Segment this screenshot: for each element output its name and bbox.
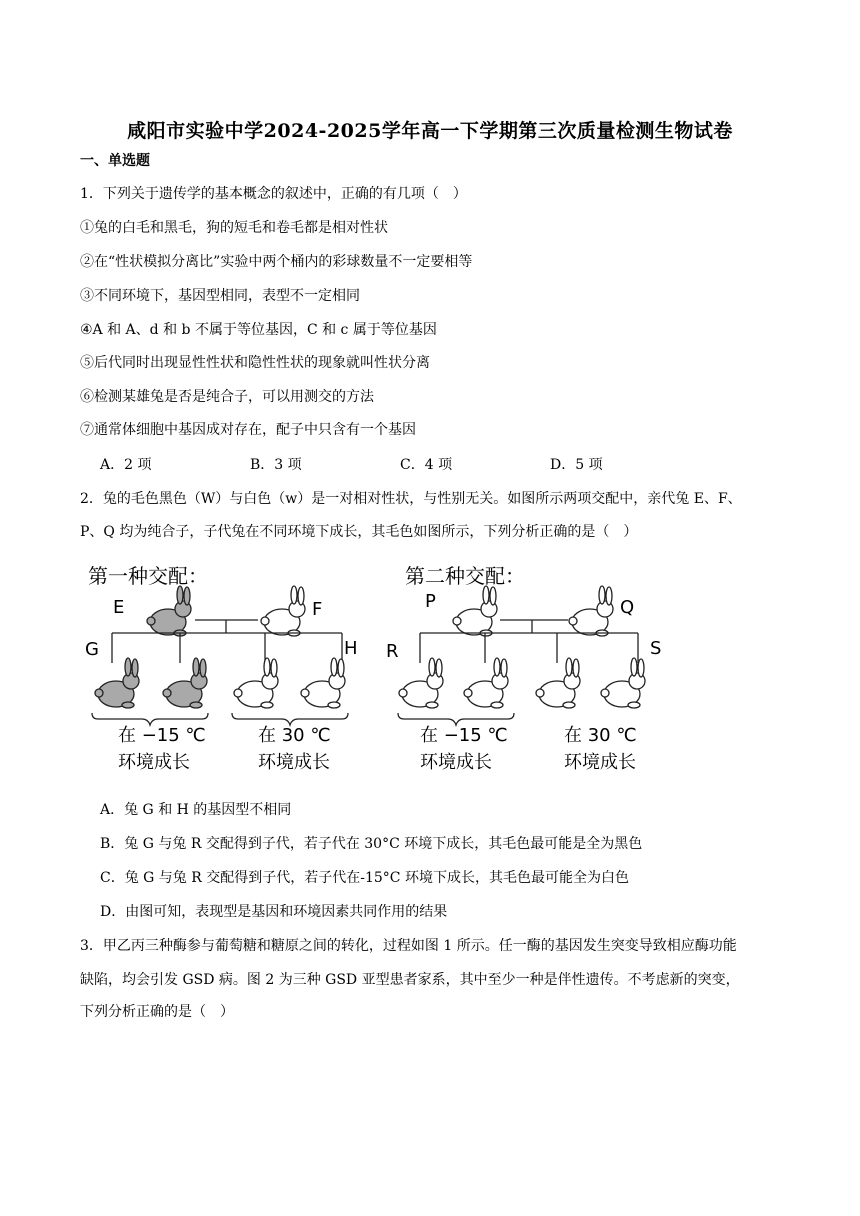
env-grow-4: 环境成长 [564, 752, 636, 773]
q2-option-d: D．由图可知，表现型是基因和环境因素共同作用的结果 [100, 904, 448, 920]
q1-item-2: ②在“性状模拟分离比”实验中两个桶内的彩球数量不一定要相等 [80, 254, 473, 270]
env-grow-3: 环境成长 [420, 752, 492, 773]
rabbit-cross-figure [80, 555, 660, 780]
offspring-r-1 [399, 658, 443, 708]
q1-options [100, 455, 603, 475]
offspring-g-2 [163, 658, 207, 708]
label-h: H [344, 638, 358, 659]
q2-stem-line2: P、Q 均为纯合子，子代兔在不同环境下成长，其毛色如图所示，下列分析正确的是（ ） [80, 524, 638, 540]
cross2-title: 第二种交配： [405, 564, 525, 588]
env-cold-1: 在 −15 ℃ [118, 725, 206, 746]
env-warm-1: 在 30 ℃ [258, 725, 331, 746]
q3-line2: 缺陷，均会引发 GSD 病。图 2 为三种 GSD 亚型患者家系，其中至少一种是伴性遗传。不考虑新的突变， [80, 972, 740, 988]
q1-option-c: C．4 项 [400, 457, 453, 473]
offspring-h-2 [301, 658, 345, 708]
offspring-s-2 [601, 658, 645, 708]
offspring-s-1 [536, 658, 580, 708]
q3-line3: 下列分析正确的是（ ） [80, 1004, 234, 1020]
label-r: R [386, 641, 399, 662]
q1-option-d: D．5 项 [550, 457, 603, 473]
q1-option-b: B．3 项 [250, 457, 302, 473]
q1-item-4: ④A 和 A、d 和 b 不属于等位基因，C 和 c 属于等位基因 [80, 322, 437, 338]
rabbit-q-white [569, 586, 613, 636]
rabbit-f-white [261, 586, 305, 636]
q1-item-1: ①兔的白毛和黑毛，狗的短毛和卷毛都是相对性状 [80, 220, 388, 236]
q1-item-7: ⑦通常体细胞中基因成对存在，配子中只含有一个基因 [80, 422, 416, 438]
q1-item-6: ⑥检测某雄兔是否是纯合子，可以用测交的方法 [80, 389, 374, 405]
q3-line1: 3．甲乙丙三种酶参与葡萄糖和糖原之间的转化，过程如图 1 所示。任一酶的基因发生突变导致相应酶功能 [80, 938, 737, 954]
brace-r [398, 713, 514, 725]
env-cold-2: 在 −15 ℃ [420, 725, 508, 746]
offspring-g-1 [95, 658, 139, 708]
section-heading: 一、单选题 [80, 153, 150, 169]
env-grow-1: 环境成长 [118, 752, 190, 773]
label-p: P [425, 591, 436, 612]
rabbit-e-dark [147, 586, 191, 636]
q1-stem: 1．下列关于遗传学的基本概念的叙述中，正确的有几项（ ） [80, 186, 467, 202]
q1-item-5: ⑤后代同时出现显性性状和隐性性状的现象就叫性状分离 [80, 355, 430, 371]
q1-option-a: A．2 项 [100, 457, 152, 473]
env-warm-2: 在 30 ℃ [564, 725, 637, 746]
brace-h [232, 713, 348, 725]
brace-g [92, 713, 208, 725]
rabbit-p-white [453, 586, 497, 636]
label-e: E [113, 597, 125, 618]
label-s: S [650, 638, 662, 659]
q2-option-b: B．兔 G 与兔 R 交配得到子代，若子代在 30°C 环境下成长，其毛色最可能是全为黑色 [100, 836, 643, 852]
label-g: G [85, 639, 99, 660]
label-q: Q [620, 597, 635, 618]
q2-option-c: C．兔 G 与兔 R 交配得到子代，若子代在-15°C 环境下成长，其毛色最可能全为白色 [100, 870, 629, 886]
offspring-h-1 [234, 658, 278, 708]
q1-item-3: ③不同环境下，基因型相同，表型不一定相同 [80, 288, 360, 304]
offspring-r-2 [464, 658, 508, 708]
env-grow-2: 环境成长 [258, 752, 330, 773]
q2-option-a: A．兔 G 和 H 的基因型不相同 [100, 802, 292, 818]
q2-stem-line1: 2．兔的毛色黑色（W）与白色（w）是一对相对性状，与性别无关。如图所示两项交配中，亲代兔 E、F、 [80, 491, 742, 507]
cross1-title: 第一种交配： [88, 564, 208, 588]
label-f: F [312, 599, 323, 620]
page-title: 咸阳市实验中学2024-2025学年高一下学期第三次质量检测生物试卷 [127, 120, 733, 142]
